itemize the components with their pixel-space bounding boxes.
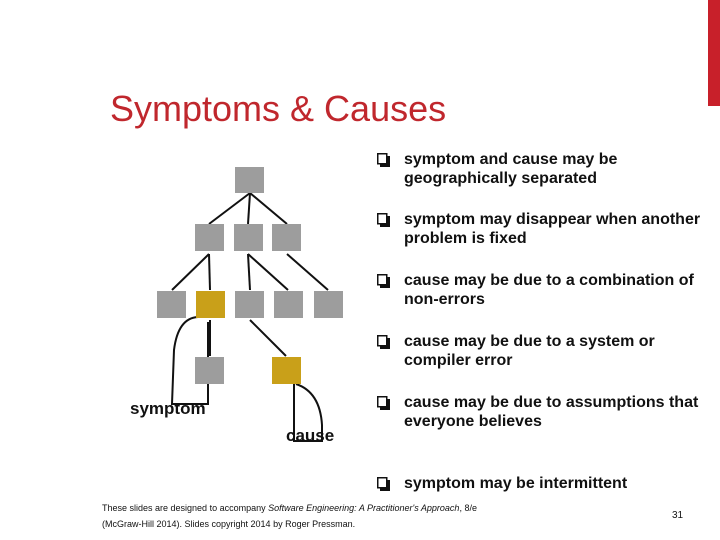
bullet-text: symptom may be intermittent (404, 475, 628, 492)
tree-edge (248, 254, 250, 290)
tree-node (274, 291, 303, 318)
bullet-text: cause may be due to assumptions that everyone believes (404, 394, 699, 430)
tree-edge (250, 320, 286, 356)
symptom-label: symptom (130, 399, 206, 418)
tree-edge (209, 193, 250, 224)
tree-node (272, 224, 301, 251)
footer-prefix: These slides are designed to accompany (102, 503, 269, 513)
tree-node (314, 291, 343, 318)
tree-edge (209, 254, 210, 290)
tree-node (157, 291, 186, 318)
bullet-text: cause may be due to a system or compiler error (404, 333, 655, 369)
tree-node (195, 357, 224, 384)
tree-edge (250, 193, 287, 224)
checkbox-bullet-icon (377, 153, 390, 167)
checkbox-bullet-icon (377, 477, 390, 491)
tree-node-symptom (196, 291, 225, 318)
footer-credit (102, 500, 572, 532)
tree-node-root (235, 167, 264, 193)
tree-edge (172, 254, 209, 290)
tree-node (235, 291, 264, 318)
tree-edge (248, 193, 250, 224)
slide-title: Symptoms & Causes (110, 88, 447, 129)
checkbox-bullet-icon (377, 335, 390, 349)
tree-edge (287, 254, 328, 290)
checkbox-bullet-icon (377, 274, 390, 288)
page-number: 31 (672, 510, 684, 521)
footer-edition: , 8/e (459, 503, 477, 513)
footer-book-title: Software Engineering: A Practitioner's Approach (268, 503, 460, 513)
bullet-text: cause may be due to a combination of non-errors (404, 272, 694, 308)
tree-node (234, 224, 263, 251)
tree-node (195, 224, 224, 251)
checkbox-bullet-icon (377, 396, 390, 410)
tree-edge (248, 254, 288, 290)
tree-node-cause (272, 357, 301, 384)
bullet-text: symptom may disappear when another problem is fixed (404, 211, 701, 247)
footer-copyright: (McGraw-Hill 2014). Slides copyright 2014 by Roger Pressman. (102, 519, 356, 529)
cause-label: cause (286, 426, 335, 445)
checkbox-bullet-icon (377, 213, 390, 227)
bullet-text: symptom and cause may be geographically separated (404, 151, 618, 187)
